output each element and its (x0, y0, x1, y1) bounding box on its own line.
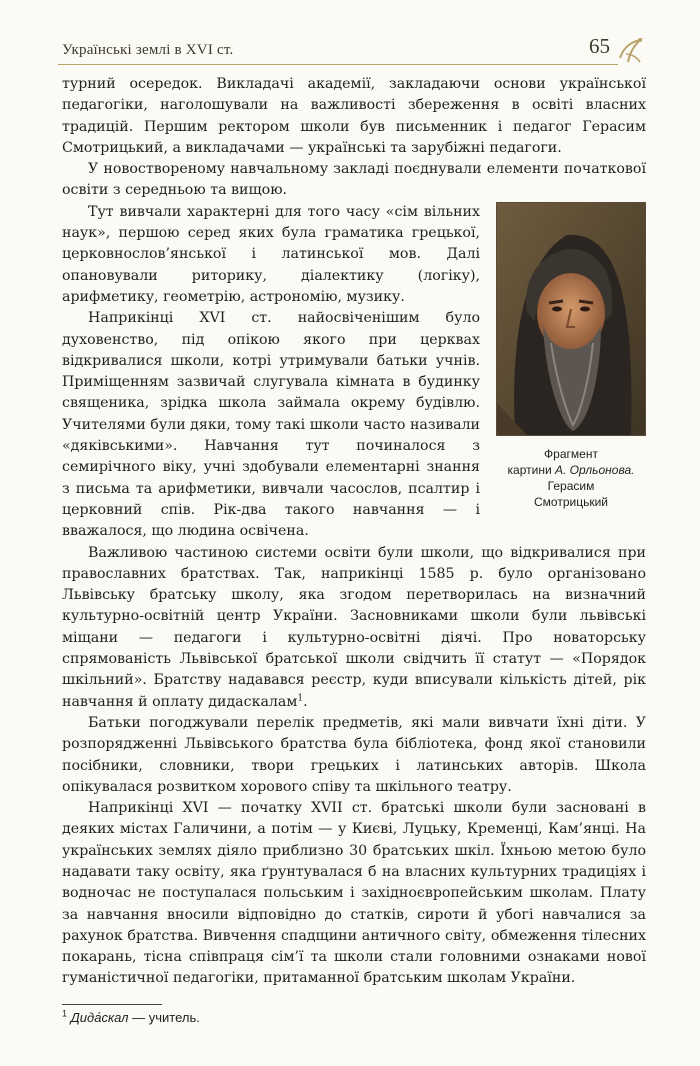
page-header (58, 32, 644, 64)
main-text (62, 74, 646, 990)
paragraph-text: Важливою частиною системи освіти були школи, що відкривалися при православних братствах. Так, наприкінці 1585 р. було організовано Львівську братську школу, яка згодом перетворилась на визначний культурно-освітній центр України. Засновниками школи були львівські міщани — педагоги і культурно-освітні діячі. Про новаторську спрямованість Львівської братської школи свідчить її статут — «Порядок шкільний». Братству надавався реєстр, куди вписували кількість дітей, рік навчання й оплату дидаскалам (62, 544, 646, 710)
caption-author: А. Орльонова. (555, 462, 635, 477)
footnote-term: Дида́скал (70, 1010, 129, 1025)
footnote (62, 1010, 200, 1025)
footnote-rule (62, 1004, 162, 1005)
header-rule (58, 64, 618, 65)
paragraph: Наприкінці XVI — початку XVII ст. братські школи були засновані в деяких містах Галичини, а потім — у Києві, Луцьку, Кременці, Кам’янці. На українських землях діяло приблизно 30 братських шкіл. Їхньою метою було надавати таку освіту, яка ґрунтувалася б на власних культурних традиціях і водночас не поступалася польським і західноєвропейським школам. Плату за навчання вносили відповідно до статків, сироти й убогі навчалися за рахунок братства. Вивчення спадщини античного світу, обмеження тілесних покарань, тісна співпраця сім’ї та школи стали головними ознаками нової гуманістичної педагогіки, притаманної братським школам України. (62, 800, 646, 987)
caption-line (496, 462, 646, 478)
paragraph: У новоствореному навчальному закладі поєднували елементи початкової освіти з середньою та вищою. (62, 161, 646, 199)
paragraph: Тут вивчали характерні для того часу «сім вільних наук», першою серед яких була граматика грецької, церковнослов’янської і латинської мов. Далі опановували риторику, діалектику (логіку), арифметику, геометрію, астрономію, музику. (62, 203, 480, 305)
paragraph: Батьки погоджували перелік предметів, які мали вивчати їхні діти. У розпорядженні Львівського братства була бібліотека, фонд якої становили посібники, словники, твори грецьких і латинських авторів. Школа опікувалася розвитком хорового співу та шкільного театру. (62, 714, 646, 795)
caption-line: Смотрицький (534, 494, 608, 509)
caption-line: Герасим (547, 478, 595, 493)
footnote-definition: — учитель. (128, 1010, 200, 1025)
portrait-image (496, 202, 646, 436)
caption-text: картини (507, 462, 555, 477)
running-title: Українські землі в XVI ст. (62, 42, 234, 58)
paragraph-text-end: . (303, 693, 308, 710)
caption-line: Фрагмент (544, 446, 598, 461)
paragraph (62, 543, 646, 713)
ornament-icon (616, 36, 644, 66)
footnote-ref: 1 (297, 692, 304, 703)
footnote-mark: 1 (62, 1008, 68, 1019)
figure (496, 202, 646, 510)
paragraph: турний осередок. Викладачі академії, закладаючи основи української педагогіки, наголошували на важливості збереження в освіті власних традицій. Першим ректором школи був письменник і педагог Герасим Смотрицький, а викладачами — українські та зарубіжні педагоги. (62, 76, 646, 156)
paragraph: Наприкінці XVI ст. найосвіченішим було духовенство, під опікою якого при церквах відкривалися школи, котрі утримували батьки учнів. Приміщенням зазвичай слугувала кімната в будинку священика, зрідка школа займала окрему будівлю. Учителями були дяки, тому такі школи часто називали «дяківськими». Навчання тут починалося з семирічного віку, учні здобували елементарні знання з письма та арифметики, вивчали часослов, псалтир і церковний спів. Рік-два такого навчання — і вважалося, що людина освічена. (62, 310, 480, 540)
page-number: 65 (589, 34, 610, 58)
figure-caption (496, 446, 646, 510)
